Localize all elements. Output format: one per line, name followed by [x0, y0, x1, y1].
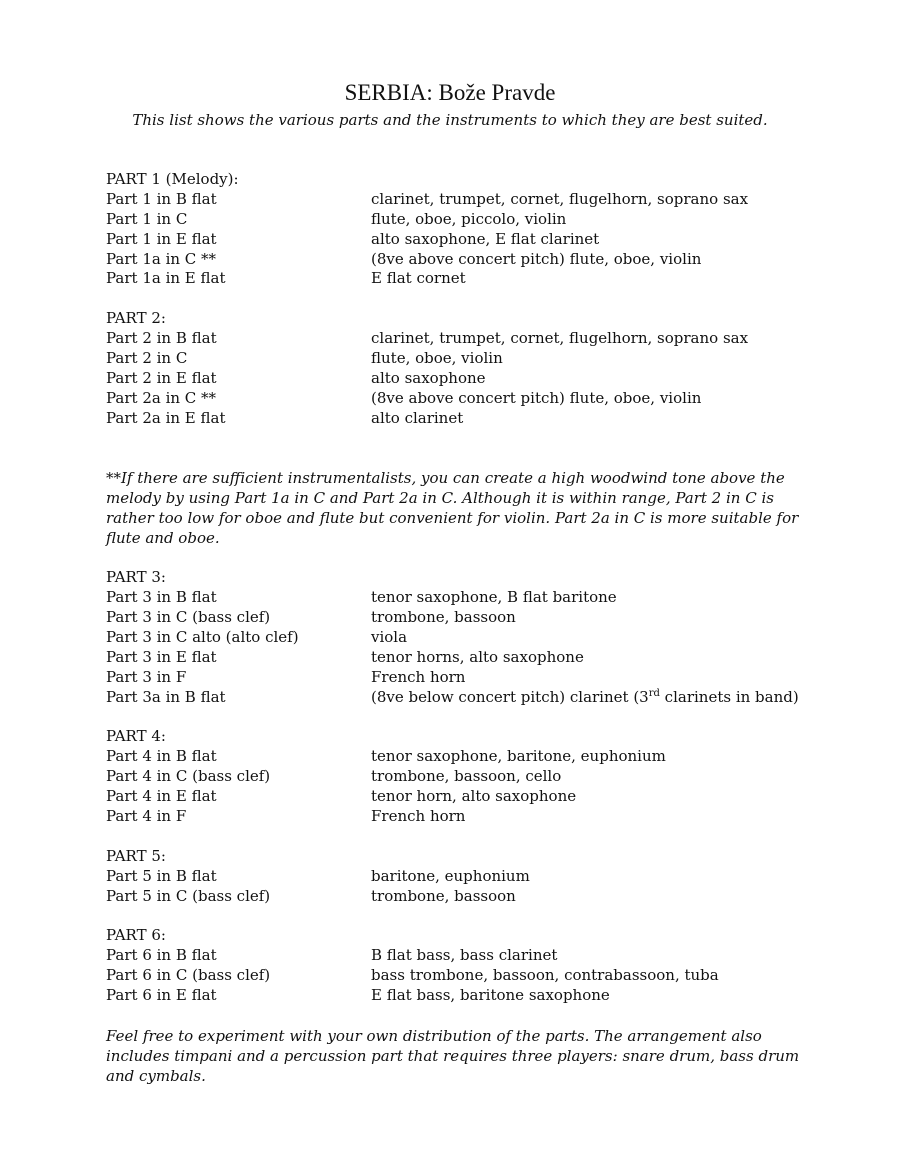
part-row [106, 349, 806, 369]
part-section [106, 727, 806, 826]
part-row [106, 648, 806, 668]
section-heading: PART 2: [106, 309, 166, 328]
part-name: Part 4 in C (bass clef) [106, 767, 271, 786]
section-heading: PART 5: [106, 846, 166, 865]
part-row [106, 369, 806, 389]
spacer [106, 548, 806, 568]
spacer [106, 707, 806, 727]
part-name: Part 6 in B flat [106, 946, 217, 965]
part-name: Part 2 in E flat [106, 368, 217, 387]
part-instruments: tenor horn, alto saxophone [371, 787, 577, 806]
section-heading: PART 3: [106, 568, 166, 587]
part-instruments: alto saxophone, E flat clarinet [371, 229, 600, 248]
part-name: Part 1 in B flat [106, 189, 217, 208]
instruments-text: (8ve below concert pitch) clarinet (3 [371, 687, 649, 706]
part-name: Part 5 in B flat [106, 866, 217, 885]
part-name: Part 4 in B flat [106, 747, 217, 766]
part-row [106, 986, 806, 1006]
part-name: Part 3 in E flat [106, 647, 217, 666]
spacer [106, 906, 806, 926]
part-row [106, 409, 806, 429]
part-row [106, 787, 806, 807]
part-instruments: alto saxophone [371, 368, 486, 387]
part-row [106, 588, 806, 608]
part-name: Part 3 in C alto (alto clef) [106, 627, 299, 646]
part-row [106, 807, 806, 827]
spacer [106, 429, 806, 449]
parts-list [106, 170, 806, 1086]
part-instruments: tenor saxophone, B flat baritone [371, 588, 617, 607]
part-row [106, 688, 806, 708]
parts-sections-group-a [106, 170, 806, 429]
part-row [106, 946, 806, 966]
footer-note: Feel free to experiment with your own distribution of the parts. The arrangement also includes timpani and a percussion part that requires three players: snare drum, bass drum and cymbals. [106, 1026, 800, 1085]
part-row [106, 668, 806, 688]
part-instruments: baritone, euphonium [371, 866, 530, 885]
part-name: Part 2 in C [106, 349, 188, 368]
part-row [106, 230, 806, 250]
part-name: Part 2a in C ** [106, 388, 217, 407]
part-instruments: E flat cornet [371, 269, 466, 288]
ordinal-suffix: rd [648, 687, 660, 699]
part-instruments: clarinet, trumpet, cornet, flugelhorn, soprano sax [371, 329, 749, 348]
part-name: Part 3 in C (bass clef) [106, 608, 271, 627]
part-instruments: trombone, bassoon [371, 886, 516, 905]
part-name: Part 2a in E flat [106, 408, 226, 427]
part-instruments: French horn [371, 806, 466, 825]
part-name: Part 4 in F [106, 806, 187, 825]
page-title: SERBIA: Bože Pravde [344, 80, 556, 105]
spacer [106, 827, 806, 847]
part-name: Part 5 in C (bass clef) [106, 886, 271, 905]
part-name: Part 1 in E flat [106, 229, 217, 248]
page-subtitle: This list shows the various parts and the instruments to which they are best suited. [132, 111, 768, 129]
part-name: Part 2 in B flat [106, 329, 217, 348]
section-heading: PART 1 (Melody): [106, 170, 239, 188]
part-row [106, 767, 806, 787]
part-row [106, 250, 806, 270]
section-heading: PART 4: [106, 727, 166, 746]
spacer [106, 448, 806, 468]
part-name: Part 1a in E flat [106, 269, 226, 288]
part-instruments: (8ve above concert pitch) flute, oboe, violin [371, 388, 702, 407]
spacer [106, 1006, 806, 1026]
section-heading: PART 6: [106, 926, 166, 945]
part-section [106, 309, 806, 428]
part-row [106, 966, 806, 986]
part-name: Part 4 in E flat [106, 787, 217, 806]
part-name: Part 3 in F [106, 667, 187, 686]
part-instruments: viola [371, 627, 408, 646]
part-row [106, 269, 806, 289]
part-row [106, 628, 806, 648]
part-instruments [371, 688, 799, 708]
part-instruments: flute, oboe, violin [371, 349, 503, 368]
part-row [106, 747, 806, 767]
part-name: Part 6 in C (bass clef) [106, 966, 271, 985]
part-row [106, 329, 806, 349]
part-section [106, 926, 806, 1006]
parts-sections-group-b [106, 568, 806, 1006]
part-name: Part 1a in C ** [106, 249, 217, 268]
part-instruments: trombone, bassoon, cello [371, 767, 562, 786]
range-note: **If there are sufficient instrumentalists, you can create a high woodwind tone above the melody by using Part 1a in C and Part 2a in C. Although it is within range, Part 2 in C is rather too low for oboe and flute but convenient for violin. Part 2a in C is more suitable for flute and oboe. [106, 469, 799, 548]
part-instruments: trombone, bassoon [371, 608, 516, 627]
part-name: Part 3a in B flat [106, 687, 226, 706]
part-section [106, 568, 806, 707]
part-instruments: clarinet, trumpet, cornet, flugelhorn, soprano sax [371, 189, 749, 208]
part-row [106, 190, 806, 210]
part-instruments: bass trombone, bassoon, contrabassoon, tuba [371, 966, 719, 985]
part-name: Part 6 in E flat [106, 985, 217, 1004]
part-name: Part 1 in C [106, 209, 188, 228]
part-instruments: flute, oboe, piccolo, violin [371, 209, 567, 228]
part-instruments: B flat bass, bass clarinet [371, 946, 558, 965]
part-row [106, 210, 806, 230]
part-name: Part 3 in B flat [106, 588, 217, 607]
part-instruments: tenor horns, alto saxophone [371, 647, 584, 666]
part-row [106, 867, 806, 887]
part-section [106, 170, 806, 289]
spacer [106, 289, 806, 309]
part-instruments: (8ve above concert pitch) flute, oboe, violin [371, 249, 702, 268]
part-row [106, 887, 806, 907]
part-instruments: E flat bass, baritone saxophone [371, 985, 610, 1004]
part-section [106, 847, 806, 907]
part-instruments: French horn [371, 667, 466, 686]
part-row [106, 389, 806, 409]
part-instruments: tenor saxophone, baritone, euphonium [371, 747, 666, 766]
part-instruments: alto clarinet [371, 408, 464, 427]
part-row [106, 608, 806, 628]
instruments-text: clarinets in band) [659, 687, 799, 706]
